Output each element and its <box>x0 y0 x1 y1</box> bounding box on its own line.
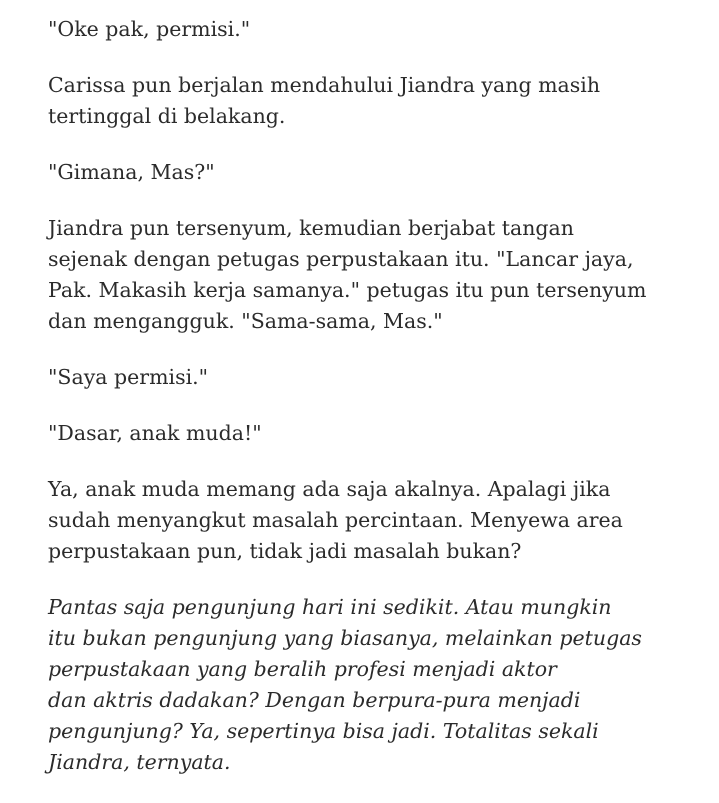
paragraph-dialogue-saya-permisi: "Saya permisi." <box>48 365 209 389</box>
paragraph-anak-muda: Ya, anak muda memang ada saja akalnya. Apalagi jika sudah menyangkut masalah percintaan. Menyewa area perpustakaan pun, tidak jadi masalah bukan? <box>48 477 623 563</box>
paragraph-dialogue-dasar: "Dasar, anak muda!" <box>48 421 262 445</box>
paragraph-dialogue-gimana: "Gimana, Mas?" <box>48 160 215 184</box>
paragraph-carissa-walks: Carissa pun berjalan mendahului Jiandra yang masih tertinggal di belakang. <box>48 73 601 128</box>
article-body <box>48 14 668 803</box>
paragraph-jiandra-handshake: Jiandra pun tersenyum, kemudian berjabat tangan sejenak dengan petugas perpustakaan itu. "Lancar jaya, Pak. Makasih kerja samanya." petugas itu pun tersenyum dan mengangguk. "Sama-sama, Mas." <box>48 216 647 333</box>
paragraph-dialogue-oke-pak: "Oke pak, permisi." <box>48 17 251 41</box>
paragraph-italic-reflection: Pantas saja pengunjung hari ini sedikit. Atau mungkin itu bukan pengunjung yang biasanya, melainkan petugas perpustakaan yang beralih profesi menjadi aktor dan aktris dadakan? Dengan berpura-pura menjadi pengunjung? Ya, sepertinya bisa jadi. Totalitas sekali Jiandra, ternyata. <box>48 595 642 774</box>
